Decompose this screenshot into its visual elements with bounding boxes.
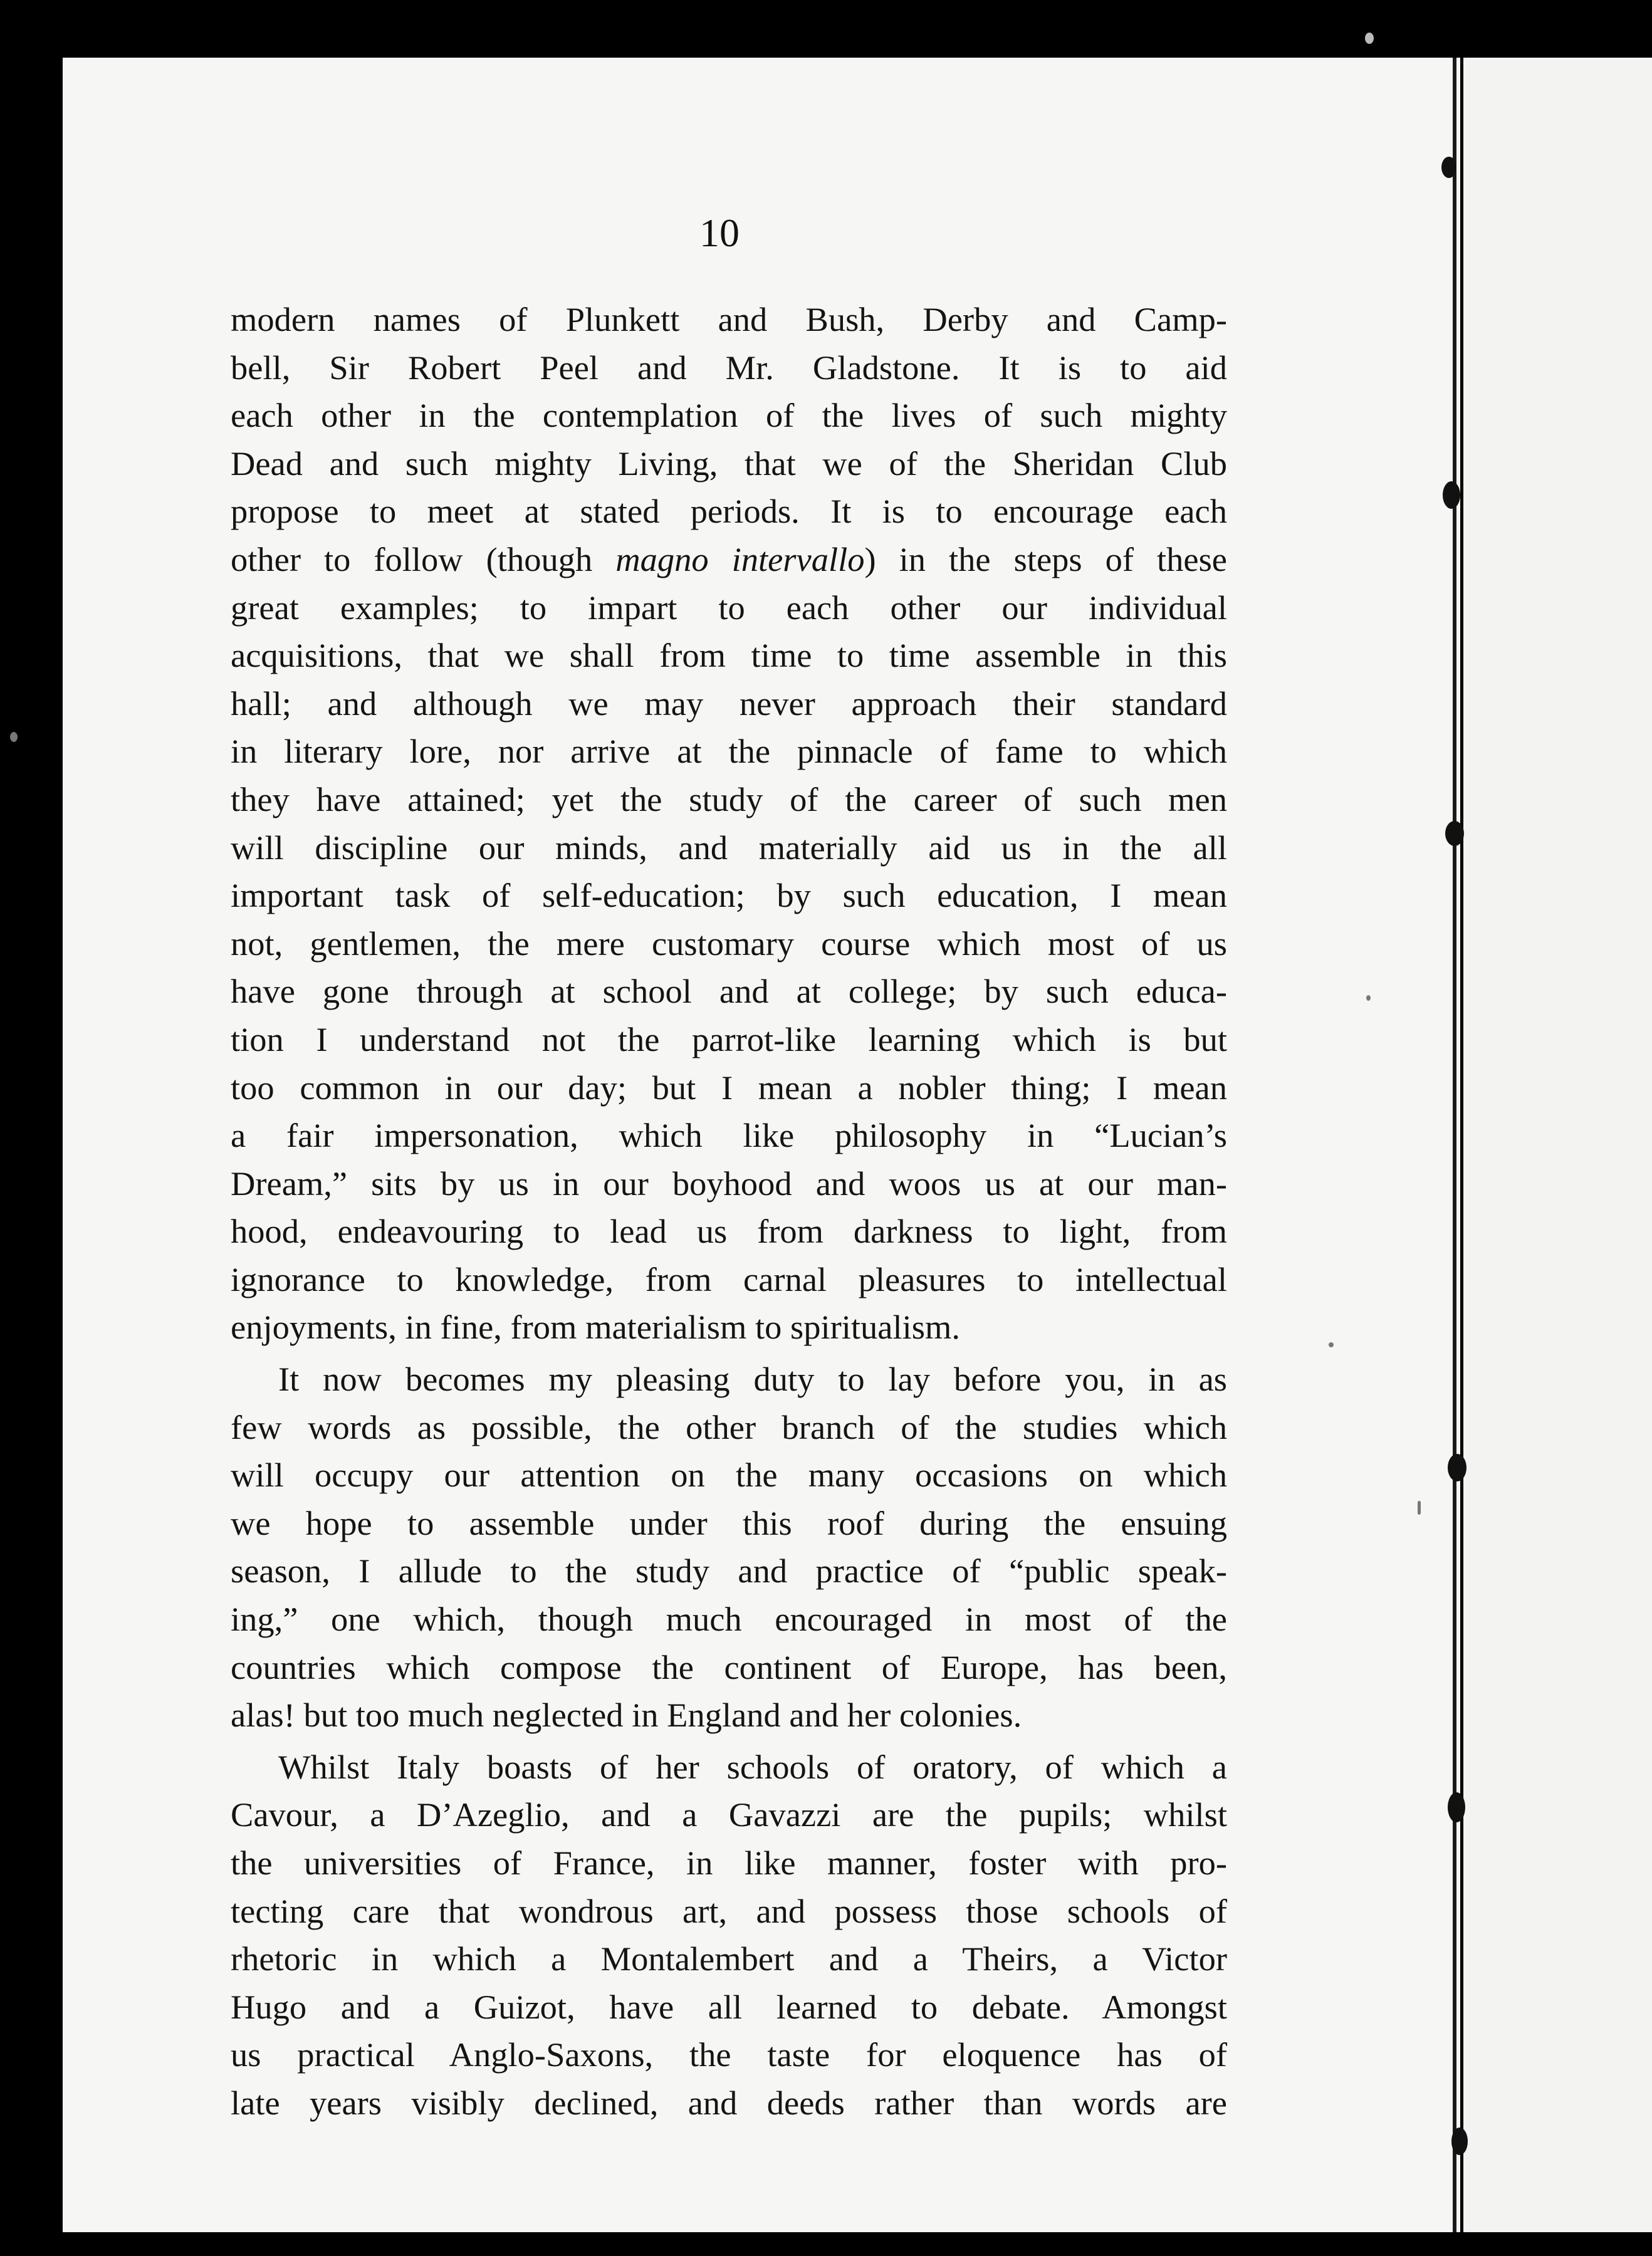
text-line: they have attained; yet the study of the career of such men — [231, 780, 1227, 818]
text-line: will discipline our minds, and materially aid us in the all — [231, 828, 1227, 867]
binding-mark-3 — [1445, 821, 1464, 846]
binding-mark-2 — [1443, 481, 1460, 509]
text-line: acquisitions, that we shall from time to time assemble in this — [231, 636, 1227, 675]
text-line: alas! but too much neglected in England and her colonies. — [231, 1696, 1022, 1735]
text-line: ing,” one which, though much encouraged in most of the — [231, 1600, 1227, 1639]
text-line: Hugo and a Guizot, have all learned to debate. Amongst — [231, 1987, 1227, 2026]
text-line: a fair impersonation, which like philosophy in “Lucian’s — [231, 1116, 1227, 1155]
text-line: countries which compose the continent of Europe, has been, — [231, 1648, 1227, 1686]
text-line: Dream,” sits by us in our boyhood and woos us at our man- — [231, 1164, 1227, 1203]
page-number: 10 — [699, 211, 740, 255]
text-line: propose to meet at stated periods. It is to encourage each — [231, 492, 1227, 531]
text-line: great examples; to impart to each other our individual — [231, 588, 1227, 627]
text-line: in literary lore, nor arrive at the pinnacle of fame to which — [231, 732, 1227, 771]
text-line: late years visibly declined, and deeds rather than words are — [231, 2083, 1227, 2122]
text-line — [231, 536, 1227, 584]
dust-speck — [1418, 1501, 1421, 1515]
binding-mark-5 — [1448, 1792, 1465, 1822]
text-line: hood, endeavouring to lead us from darkness to light, from — [231, 1212, 1227, 1251]
text-segment: ) in the steps of these — [864, 540, 1227, 578]
text-line: Cavour, a D’Azeglio, and a Gavazzi are the pupils; whilst — [231, 1795, 1227, 1834]
text-line: few words as possible, the other branch of the studies which — [231, 1407, 1227, 1446]
text-line: too common in our day; but I mean a nobler thing; I mean — [231, 1068, 1227, 1107]
text-line: important task of self-education; by such education, I mean — [231, 876, 1227, 915]
binding-mark-1 — [1441, 157, 1456, 178]
text-line: will occupy our attention on the many occasions on which — [231, 1456, 1227, 1495]
text-line: It now becomes my pleasing duty to lay before you, in as — [278, 1360, 1227, 1399]
text-line: each other in the contemplation of the lives of such mighty — [231, 396, 1227, 435]
dust-speck — [1365, 33, 1374, 44]
text-line: hall; and although we may never approach their standard — [231, 684, 1227, 723]
text-line: Dead and such mighty Living, that we of the Sheridan Club — [231, 444, 1227, 483]
binding-mark-6 — [1451, 2128, 1468, 2155]
text-line: tion I understand not the parrot-like learning which is but — [231, 1020, 1227, 1058]
text-line: rhetoric in which a Montalembert and a Theirs, a Victor — [231, 1940, 1227, 1978]
dust-speck — [1329, 1342, 1334, 1347]
dust-speck — [10, 732, 18, 742]
text-line: Whilst Italy boasts of her schools of oratory, of which a — [278, 1747, 1227, 1786]
text-line: modern names of Plunkett and Bush, Derby and Camp- — [231, 300, 1227, 338]
binding-mark-4 — [1448, 1454, 1466, 1481]
dust-speck — [1366, 995, 1371, 1001]
text-line: bell, Sir Robert Peel and Mr. Gladstone. It is to aid — [231, 348, 1227, 387]
text-line: enjoyments, in fine, from materialism to spiritualism. — [231, 1308, 960, 1347]
text-line: have gone through at school and at college; by such educa- — [231, 972, 1227, 1011]
text-line: the universities of France, in like manner, foster with pro- — [231, 1844, 1227, 1882]
adjacent-page-edge — [1463, 58, 1652, 2232]
italic-phrase: magno intervallo — [615, 540, 865, 578]
text-line: not, gentlemen, the mere customary course which most of us — [231, 924, 1227, 963]
text-line: us practical Anglo-Saxons, the taste for eloquence has of — [231, 2035, 1227, 2074]
text-line: ignorance to knowledge, from carnal pleasures to intellectual — [231, 1260, 1227, 1298]
page-gutter — [1453, 58, 1456, 2232]
text-segment: other to follow (though — [231, 540, 593, 578]
body-text — [231, 296, 1227, 2128]
text-line: we hope to assemble under this roof during the ensuing — [231, 1503, 1227, 1542]
text-line: tecting care that wondrous art, and possess those schools of — [231, 1891, 1227, 1930]
text-line: season, I allude to the study and practice of “public speak- — [231, 1552, 1227, 1590]
